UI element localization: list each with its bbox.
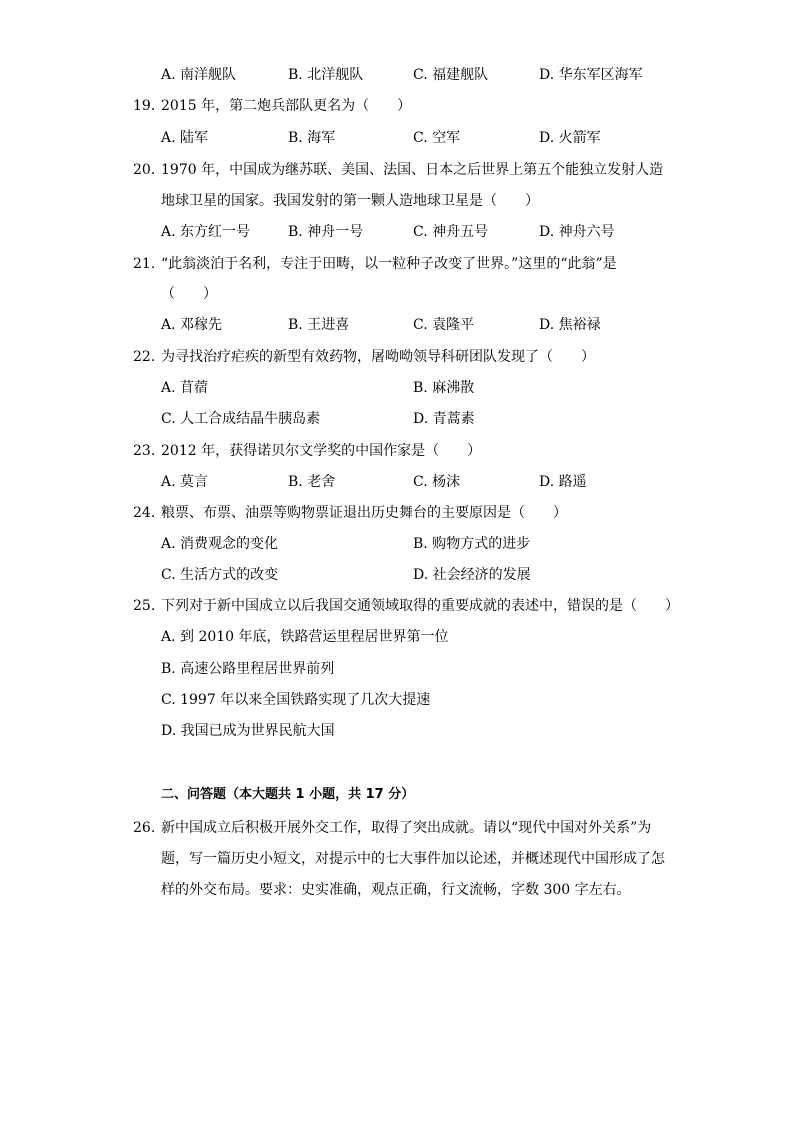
question-text: 2012 年，获得诺贝尔文学奖的中国作家是（ ）: [161, 443, 482, 459]
option-d: D. 青蒿素: [413, 411, 475, 427]
question-number: 23.: [133, 443, 156, 459]
option-b: B. 王进喜: [288, 317, 350, 333]
question-number: 24.: [133, 505, 156, 521]
option-a: A. 苜蓿: [161, 380, 209, 396]
question-text: 为寻找治疗疟疾的新型有效药物，屠呦呦领导科研团队发现了（ ）: [161, 349, 595, 365]
question-number: 26.: [133, 820, 156, 836]
option-b: B. 高速公路里程居世界前列: [161, 661, 335, 677]
question-text: “此翁淡泊于名利，专注于田畴，以一粒种子改变了世界。”这里的“此翁”是: [161, 256, 617, 272]
section-title: 二、问答题（本大题共 1 小题，共 17 分）: [161, 787, 415, 802]
question-text: 粮票、布票、油票等购物票证退出历史舞台的主要原因是（ ）: [161, 505, 567, 521]
option-a: A. 到 2010 年底，铁路营运里程居世界第一位: [161, 629, 449, 645]
option-c: C. 1997 年以来全国铁路实现了几次大提速: [161, 692, 431, 708]
option-c: C. 杨沫: [413, 474, 461, 490]
question-text: 地球卫星的国家。我国发射的第一颗人造地球卫星是（ ）: [161, 193, 539, 209]
option-d: D. 神舟六号: [539, 224, 615, 240]
option-c: C. 空军: [413, 130, 461, 146]
option-c: C. 袁隆平: [413, 317, 475, 333]
option-c: C. 福建舰队: [413, 67, 489, 83]
question-number: 19.: [133, 98, 156, 114]
question-number: 20.: [133, 162, 156, 178]
option-d: D. 路遥: [539, 474, 587, 490]
question-text: （ ）: [161, 286, 217, 302]
option-d: D. 火箭军: [539, 130, 601, 146]
option-d: D. 我国已成为世界民航大国: [161, 723, 335, 739]
option-b: B. 购物方式的进步: [413, 536, 531, 552]
question-text: 题，写一篇历史小短文，对提示中的七大事件加以论述，并概述现代中国形成了怎: [161, 851, 665, 867]
question-text: 2015 年，第二炮兵部队更名为（ ）: [161, 98, 412, 114]
option-d: D. 焦裕禄: [539, 317, 601, 333]
option-c: C. 神舟五号: [413, 224, 489, 240]
option-b: B. 神舟一号: [288, 224, 364, 240]
option-b: B. 北洋舰队: [288, 67, 364, 83]
question-number: 22.: [133, 349, 156, 365]
question-text: 下列对于新中国成立以后我国交通领域取得的重要成就的表述中，错误的是（ ）: [161, 598, 679, 614]
question-number: 21.: [133, 256, 156, 272]
option-a: A. 南洋舰队: [161, 67, 237, 83]
option-d: D. 社会经济的发展: [413, 567, 531, 583]
question-number: 25.: [133, 598, 156, 614]
option-a: A. 莫言: [161, 474, 209, 490]
question-text: 1970 年，中国成为继苏联、美国、法国、日本之后世界上第五个能独立发射人造: [161, 162, 664, 178]
option-b: B. 海军: [288, 130, 336, 146]
option-c: C. 生活方式的改变: [161, 567, 279, 583]
option-b: B. 麻沸散: [413, 380, 475, 396]
option-a: A. 邓稼先: [161, 317, 223, 333]
option-d: D. 华东军区海军: [539, 67, 643, 83]
option-a: A. 东方红一号: [161, 224, 251, 240]
option-c: C. 人工合成结晶牛胰岛素: [161, 411, 321, 427]
option-a: A. 陆军: [161, 130, 209, 146]
option-b: B. 老舍: [288, 474, 336, 490]
option-a: A. 消费观念的变化: [161, 536, 279, 552]
question-text: 新中国成立后积极开展外交工作，取得了突出成就。请以“现代中国对外关系”为: [161, 820, 652, 836]
question-text: 样的外交布局。要求：史实准确，观点正确，行文流畅，字数 300 字左右。: [161, 882, 631, 898]
